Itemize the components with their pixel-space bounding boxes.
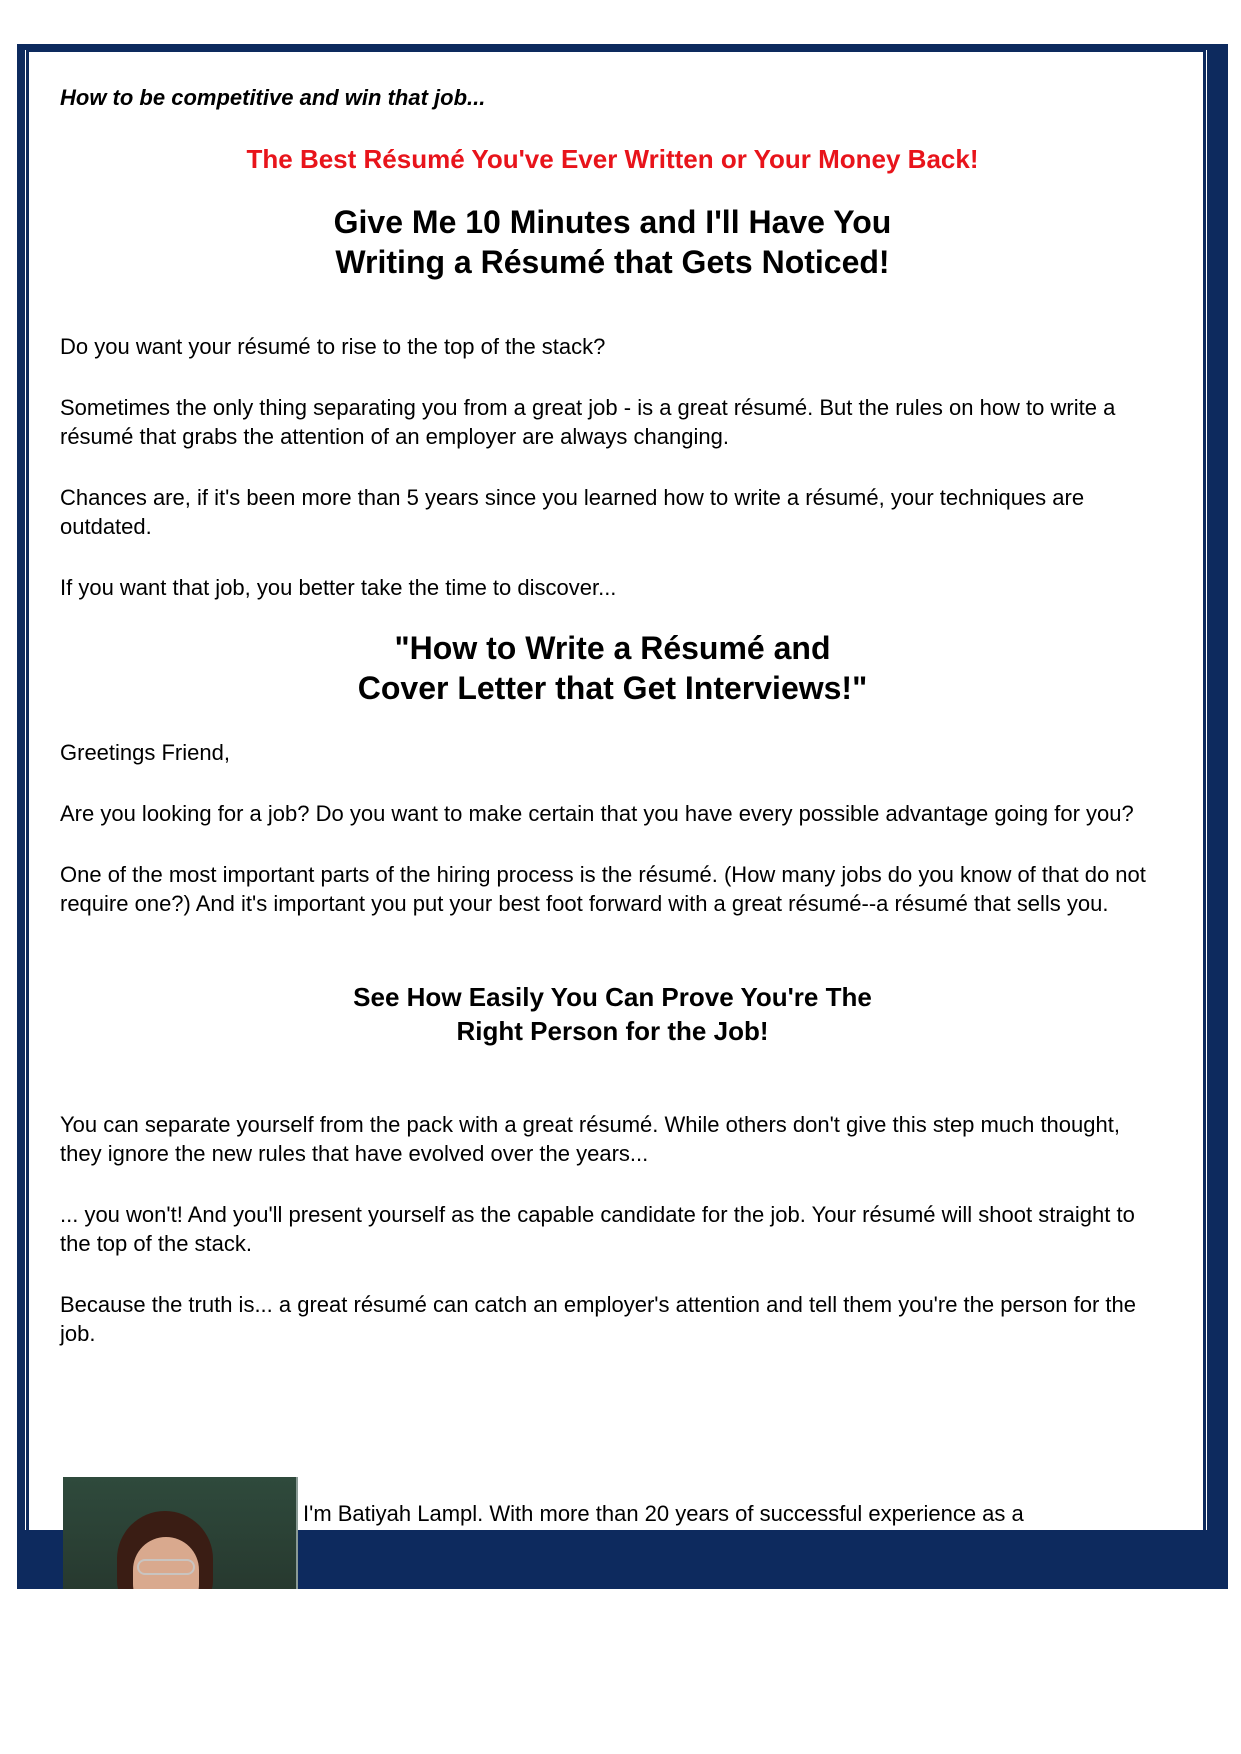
intro-paragraph: Chances are, if it's been more than 5 years since you learned how to write a résumé, your techniques are outdated. bbox=[60, 485, 1085, 539]
section-headline bbox=[60, 980, 1165, 1048]
main-headline-line2: Writing a Résumé that Gets Noticed! bbox=[335, 244, 890, 280]
letter-paragraph: One of the most important parts of the hiring process is the résumé. (How many jobs do you know of that do not require one?) And it's important you put your best foot forward with a great résumé--a résumé that sells you. bbox=[60, 862, 1146, 916]
author-photo-glasses bbox=[137, 1559, 195, 1575]
product-headline bbox=[60, 628, 1165, 708]
kicker: How to be competitive and win that job... bbox=[60, 85, 486, 110]
letter-paragraph: Are you looking for a job? Do you want to make certain that you have every possible advantage going for you? bbox=[60, 801, 1134, 826]
product-headline-line2: Cover Letter that Get Interviews!" bbox=[357, 670, 868, 706]
greeting: Greetings Friend, bbox=[60, 740, 230, 765]
guarantee-headline: The Best Résumé You've Ever Written or Your Money Back! bbox=[246, 144, 979, 174]
frame-right-stripe bbox=[1205, 44, 1228, 1589]
section-headline-line1: See How Easily You Can Prove You're The bbox=[353, 982, 872, 1012]
product-headline-line1: "How to Write a Résumé and bbox=[394, 630, 831, 666]
section-paragraph: ... you won't! And you'll present yourself as the capable candidate for the job. Your résumé will shoot straight to the top of the stack. bbox=[60, 1202, 1135, 1256]
author-photo bbox=[63, 1477, 298, 1589]
section-paragraph: You can separate yourself from the pack with a great résumé. While others don't give this step much thought, they ignore the new rules that have evolved over the years... bbox=[60, 1112, 1120, 1166]
section-paragraph: Because the truth is... a great résumé can catch an employer's attention and tell them you're the person for the job. bbox=[60, 1292, 1137, 1346]
intro-paragraph: Do you want your résumé to rise to the top of the stack? bbox=[60, 334, 606, 359]
main-headline bbox=[60, 202, 1165, 282]
section-headline-line2: Right Person for the Job! bbox=[456, 1016, 769, 1046]
author-intro: I'm Batiyah Lampl. With more than 20 years of successful experience as a bbox=[303, 1501, 1024, 1526]
intro-paragraph: If you want that job, you better take the time to discover... bbox=[60, 575, 617, 600]
intro-paragraph: Sometimes the only thing separating you from a great job - is a great résumé. But the rules on how to write a résumé that grabs the attention of an employer are always changing. bbox=[60, 395, 1116, 449]
sales-letter bbox=[60, 82, 1165, 1348]
main-headline-line1: Give Me 10 Minutes and I'll Have You bbox=[333, 204, 892, 240]
